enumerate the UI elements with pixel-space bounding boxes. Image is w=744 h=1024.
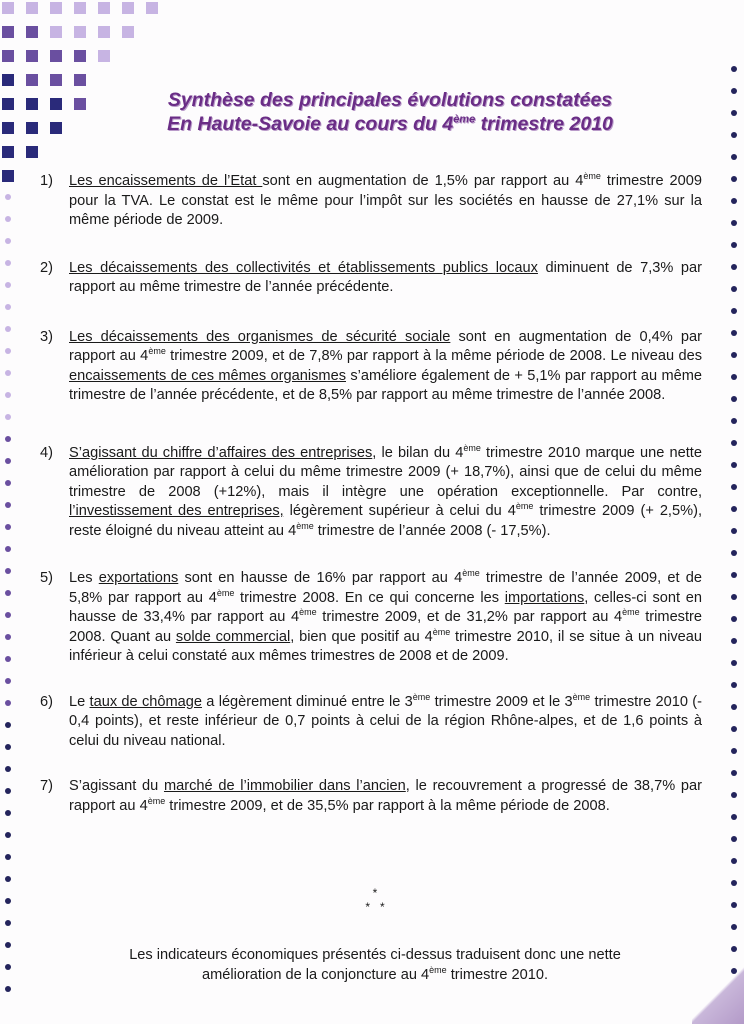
binding-dot — [5, 612, 11, 618]
binding-dot — [731, 902, 737, 908]
binding-dot — [5, 656, 11, 662]
item-text: trimestre 2010, il se situe à un niveau inférieur à celui constaté aux mêmes trimestres de 2008 et de 2009. — [69, 628, 702, 664]
decorative-square — [26, 26, 38, 38]
binding-dot — [731, 770, 737, 776]
item-number: 3) — [40, 328, 53, 345]
decorative-square — [2, 50, 14, 62]
item-text: trimestre 2009 et le 3 — [430, 693, 573, 710]
decorative-square — [2, 170, 14, 182]
item-number: 1) — [40, 173, 53, 189]
binding-dot — [731, 242, 737, 248]
binding-dot — [731, 484, 737, 490]
binding-dot — [731, 858, 737, 864]
binding-dot — [5, 788, 11, 794]
decorative-square — [26, 146, 38, 158]
decorative-square — [2, 2, 14, 14]
binding-dot — [731, 528, 737, 534]
binding-dot — [5, 370, 11, 376]
binding-dot — [5, 436, 11, 442]
ordinal-suffix: ème — [622, 607, 640, 618]
decorative-square — [2, 26, 14, 38]
item-text: sont en hausse de 16% par rapport au 4 — [178, 570, 463, 586]
underlined-topic: S’agissant du chiffre d’affaires des entreprises — [69, 444, 373, 461]
binding-dot — [731, 264, 737, 270]
binding-dot — [731, 132, 737, 138]
ordinal-suffix: ème — [432, 626, 451, 637]
binding-dot — [731, 198, 737, 204]
binding-dot — [5, 920, 11, 926]
list-item — [40, 259, 702, 298]
item-text: Le — [69, 693, 90, 710]
binding-dot — [731, 572, 737, 578]
binding-dot — [731, 352, 737, 358]
binding-dot — [5, 568, 11, 574]
title-line-2: En Haute-Savoie au cours du 4ème trimestre 2010 — [167, 113, 613, 135]
decorative-square — [74, 74, 86, 86]
binding-dot — [5, 678, 11, 684]
item-text: trimestre 2009, et de 31,2% par rapport au 4 — [316, 609, 623, 625]
page-title — [120, 88, 660, 136]
binding-dot — [731, 836, 737, 842]
underlined-topic: Les décaissements des collectivités et établissements publics locaux — [69, 259, 538, 276]
decorative-square — [50, 98, 62, 110]
item-text: a légèrement diminué entre le 3 — [201, 693, 413, 710]
binding-dot — [731, 594, 737, 600]
binding-dot — [731, 880, 737, 886]
ordinal-suffix: ème — [463, 442, 481, 453]
binding-dot — [731, 154, 737, 160]
decorative-square — [2, 146, 14, 158]
binding-dot — [731, 638, 737, 644]
binding-dot — [5, 194, 11, 200]
binding-dot — [731, 660, 737, 666]
item-text: , celles-ci sont en hausse de 33,4% par rapport au 4 — [69, 589, 702, 625]
list-item — [40, 328, 702, 406]
item-text: trimestre 2010 marque une nette amélioration par rapport à celui du même trimestre 2009 (+ 18,7%), ainsi que de celui du même trimestre de 2008 (+12%), mais il intègre une opération exceptionnelle. Par contre, — [69, 444, 702, 500]
underlined-topic: l’investissement des entreprises, — [69, 503, 284, 519]
binding-dot — [5, 502, 11, 508]
binding-dot — [731, 308, 737, 314]
binding-dot — [731, 418, 737, 424]
binding-dot — [731, 550, 737, 556]
item-number: 2) — [40, 259, 53, 276]
binding-dot — [5, 524, 11, 530]
closing-line-1: Les indicateurs économiques présentés ci-dessus traduisent donc une nette — [129, 947, 621, 963]
ordinal-suffix: ème — [572, 691, 591, 702]
decorative-square — [26, 2, 38, 14]
ordinal-suffix: ème — [515, 501, 534, 512]
item-text: légèrement supérieur à celui du 4 — [283, 503, 516, 519]
binding-dot — [5, 744, 11, 750]
decorative-square — [146, 2, 158, 14]
item-text: trimestre 2009, et de 35,5% par rapport à la même période de 2008. — [165, 797, 610, 814]
star-top: * — [372, 886, 378, 900]
underlined-topic: importations — [504, 589, 585, 606]
binding-dot — [731, 946, 737, 952]
binding-dot — [731, 748, 737, 754]
binding-dot — [5, 392, 11, 398]
item-text: S’agissant du — [69, 778, 164, 794]
binding-dot — [5, 832, 11, 838]
decorative-square — [98, 50, 110, 62]
item-text: , bien que positif au 4 — [290, 628, 433, 645]
decorative-square — [74, 98, 86, 110]
decorative-square — [26, 50, 38, 62]
binding-dot — [731, 110, 737, 116]
item-text: trimestre 2009, et de 7,8% par rapport à la même période de 2008. Le niveau des — [165, 348, 703, 364]
binding-dot — [5, 766, 11, 772]
decorative-square — [50, 26, 62, 38]
binding-dot — [731, 462, 737, 468]
decorative-square — [26, 74, 38, 86]
decorative-square — [50, 50, 62, 62]
binding-dot — [5, 722, 11, 728]
item-text: sont en augmentation de 0,4% par rapport au 4 — [69, 328, 702, 364]
binding-dot — [731, 330, 737, 336]
page-corner-shade — [692, 966, 744, 1024]
binding-dot — [731, 286, 737, 292]
item-text: trimestre de l’année 2008 (- 17,5%). — [313, 522, 551, 539]
item-text: diminuent de 7,3% par rapport au même trimestre de l’année précédente. — [69, 259, 702, 295]
ordinal-suffix: ème — [462, 568, 480, 579]
binding-dot — [5, 414, 11, 420]
binding-dot — [5, 634, 11, 640]
item-number: 6) — [40, 693, 53, 710]
underlined-topic: exportations — [98, 570, 179, 586]
item-text: trimestre 2008. Quant au — [69, 609, 703, 645]
ordinal-suffix: ème — [147, 795, 166, 806]
binding-dot — [731, 88, 737, 94]
item-text: , le recouvrement a progressé de 38,7% par rapport au 4 — [69, 778, 702, 814]
list-item — [40, 172, 702, 231]
binding-dot — [731, 616, 737, 622]
underlined-topic: Les encaissements de l’Etat — [69, 173, 263, 189]
decorative-square — [74, 2, 86, 14]
ordinal-suffix: ème — [583, 171, 601, 182]
binding-dot — [5, 942, 11, 948]
item-text: trimestre 2009 pour la TVA. Le constat est le même pour l’impôt sur les sociétés en hausse de 27,1% sur la même période de 2009. — [69, 173, 702, 228]
item-number: 7) — [40, 778, 53, 794]
ordinal-suffix: ème — [296, 520, 314, 531]
decorative-square — [122, 26, 134, 38]
binding-dot — [731, 506, 737, 512]
decorative-square — [2, 122, 14, 134]
ordinal-suffix: ème — [299, 607, 317, 618]
findings-list — [40, 172, 702, 816]
binding-dot — [5, 898, 11, 904]
binding-dot — [5, 810, 11, 816]
list-item — [40, 777, 702, 816]
closing-line-2: amélioration de la conjoncture au 4ème trimestre 2010. — [201, 964, 549, 983]
binding-dot — [731, 682, 737, 688]
decorative-square — [50, 122, 62, 134]
item-text: trimestre 2010 (- 0,4 points), et reste inférieur de 0,7 points à celui de la région Rhône-alpes, et de 1,6 points à celui du niveau national. — [69, 693, 702, 749]
binding-dot — [5, 700, 11, 706]
binding-dot — [5, 348, 11, 354]
binding-dot — [5, 458, 11, 464]
item-number: 4) — [40, 444, 53, 461]
binding-dot — [731, 220, 737, 226]
decorative-square — [98, 2, 110, 14]
binding-dot — [5, 216, 11, 222]
binding-dot — [5, 590, 11, 596]
item-text: , le bilan du 4 — [372, 444, 464, 461]
binding-dot — [5, 238, 11, 244]
ordinal-suffix: ème — [148, 346, 166, 357]
underlined-topic: marché de l’immobilier dans l’ancien — [163, 778, 406, 794]
separator-stars — [350, 886, 400, 914]
underlined-topic: Les décaissements des organismes de sécurité sociale — [69, 328, 451, 345]
binding-dot — [5, 964, 11, 970]
binding-dot — [731, 396, 737, 402]
item-text: s’améliore également de + 5,1% par rapport au même trimestre de l’année précédente, et de 8,5% par rapport au même trimestre de l’année 2008. — [69, 367, 703, 403]
item-text: trimestre 2009 (+ 2,5%), reste éloigné du niveau atteint au 4 — [69, 503, 702, 539]
ordinal-suffix: ème — [216, 587, 235, 598]
decorative-square — [2, 98, 14, 110]
underlined-topic: solde commercial — [175, 628, 291, 645]
item-text: sont en augmentation de 1,5% par rapport au 4 — [262, 173, 584, 189]
binding-dot — [5, 546, 11, 552]
binding-dot — [5, 480, 11, 486]
binding-dot — [731, 66, 737, 72]
binding-dot — [5, 876, 11, 882]
binding-dot — [5, 854, 11, 860]
binding-dot — [731, 704, 737, 710]
binding-dot — [731, 792, 737, 798]
binding-dot — [5, 282, 11, 288]
list-item — [40, 444, 702, 542]
binding-dot — [731, 374, 737, 380]
decorative-square — [74, 26, 86, 38]
binding-dot — [731, 176, 737, 182]
decorative-square — [50, 2, 62, 14]
list-item — [40, 693, 702, 752]
ordinal-suffix: ème — [412, 691, 431, 702]
binding-dot — [731, 814, 737, 820]
decorative-square — [26, 98, 38, 110]
binding-dot — [731, 924, 737, 930]
item-text: trimestre de l’année 2009, et de 5,8% par rapport au 4 — [69, 570, 702, 606]
title-line-1: Synthèse des principales évolutions constatées — [167, 89, 613, 111]
binding-dot — [731, 726, 737, 732]
closing-paragraph — [60, 946, 690, 985]
decorative-square — [74, 50, 86, 62]
underlined-topic: taux de chômage — [89, 693, 202, 710]
decorative-square — [26, 122, 38, 134]
binding-dot — [5, 304, 11, 310]
item-number: 5) — [40, 570, 53, 586]
binding-dot — [5, 986, 11, 992]
item-text: trimestre 2008. En ce qui concerne les — [234, 589, 505, 606]
decorative-square — [122, 2, 134, 14]
binding-dot — [5, 326, 11, 332]
decorative-square — [2, 74, 14, 86]
decorative-square — [98, 26, 110, 38]
item-text: Les — [69, 570, 99, 586]
decorative-square — [50, 74, 62, 86]
underlined-topic: encaissements de ces mêmes organismes — [69, 367, 346, 384]
binding-dot — [731, 440, 737, 446]
star-bottom: * * — [365, 900, 385, 914]
binding-dot — [5, 260, 11, 266]
list-item — [40, 569, 702, 667]
